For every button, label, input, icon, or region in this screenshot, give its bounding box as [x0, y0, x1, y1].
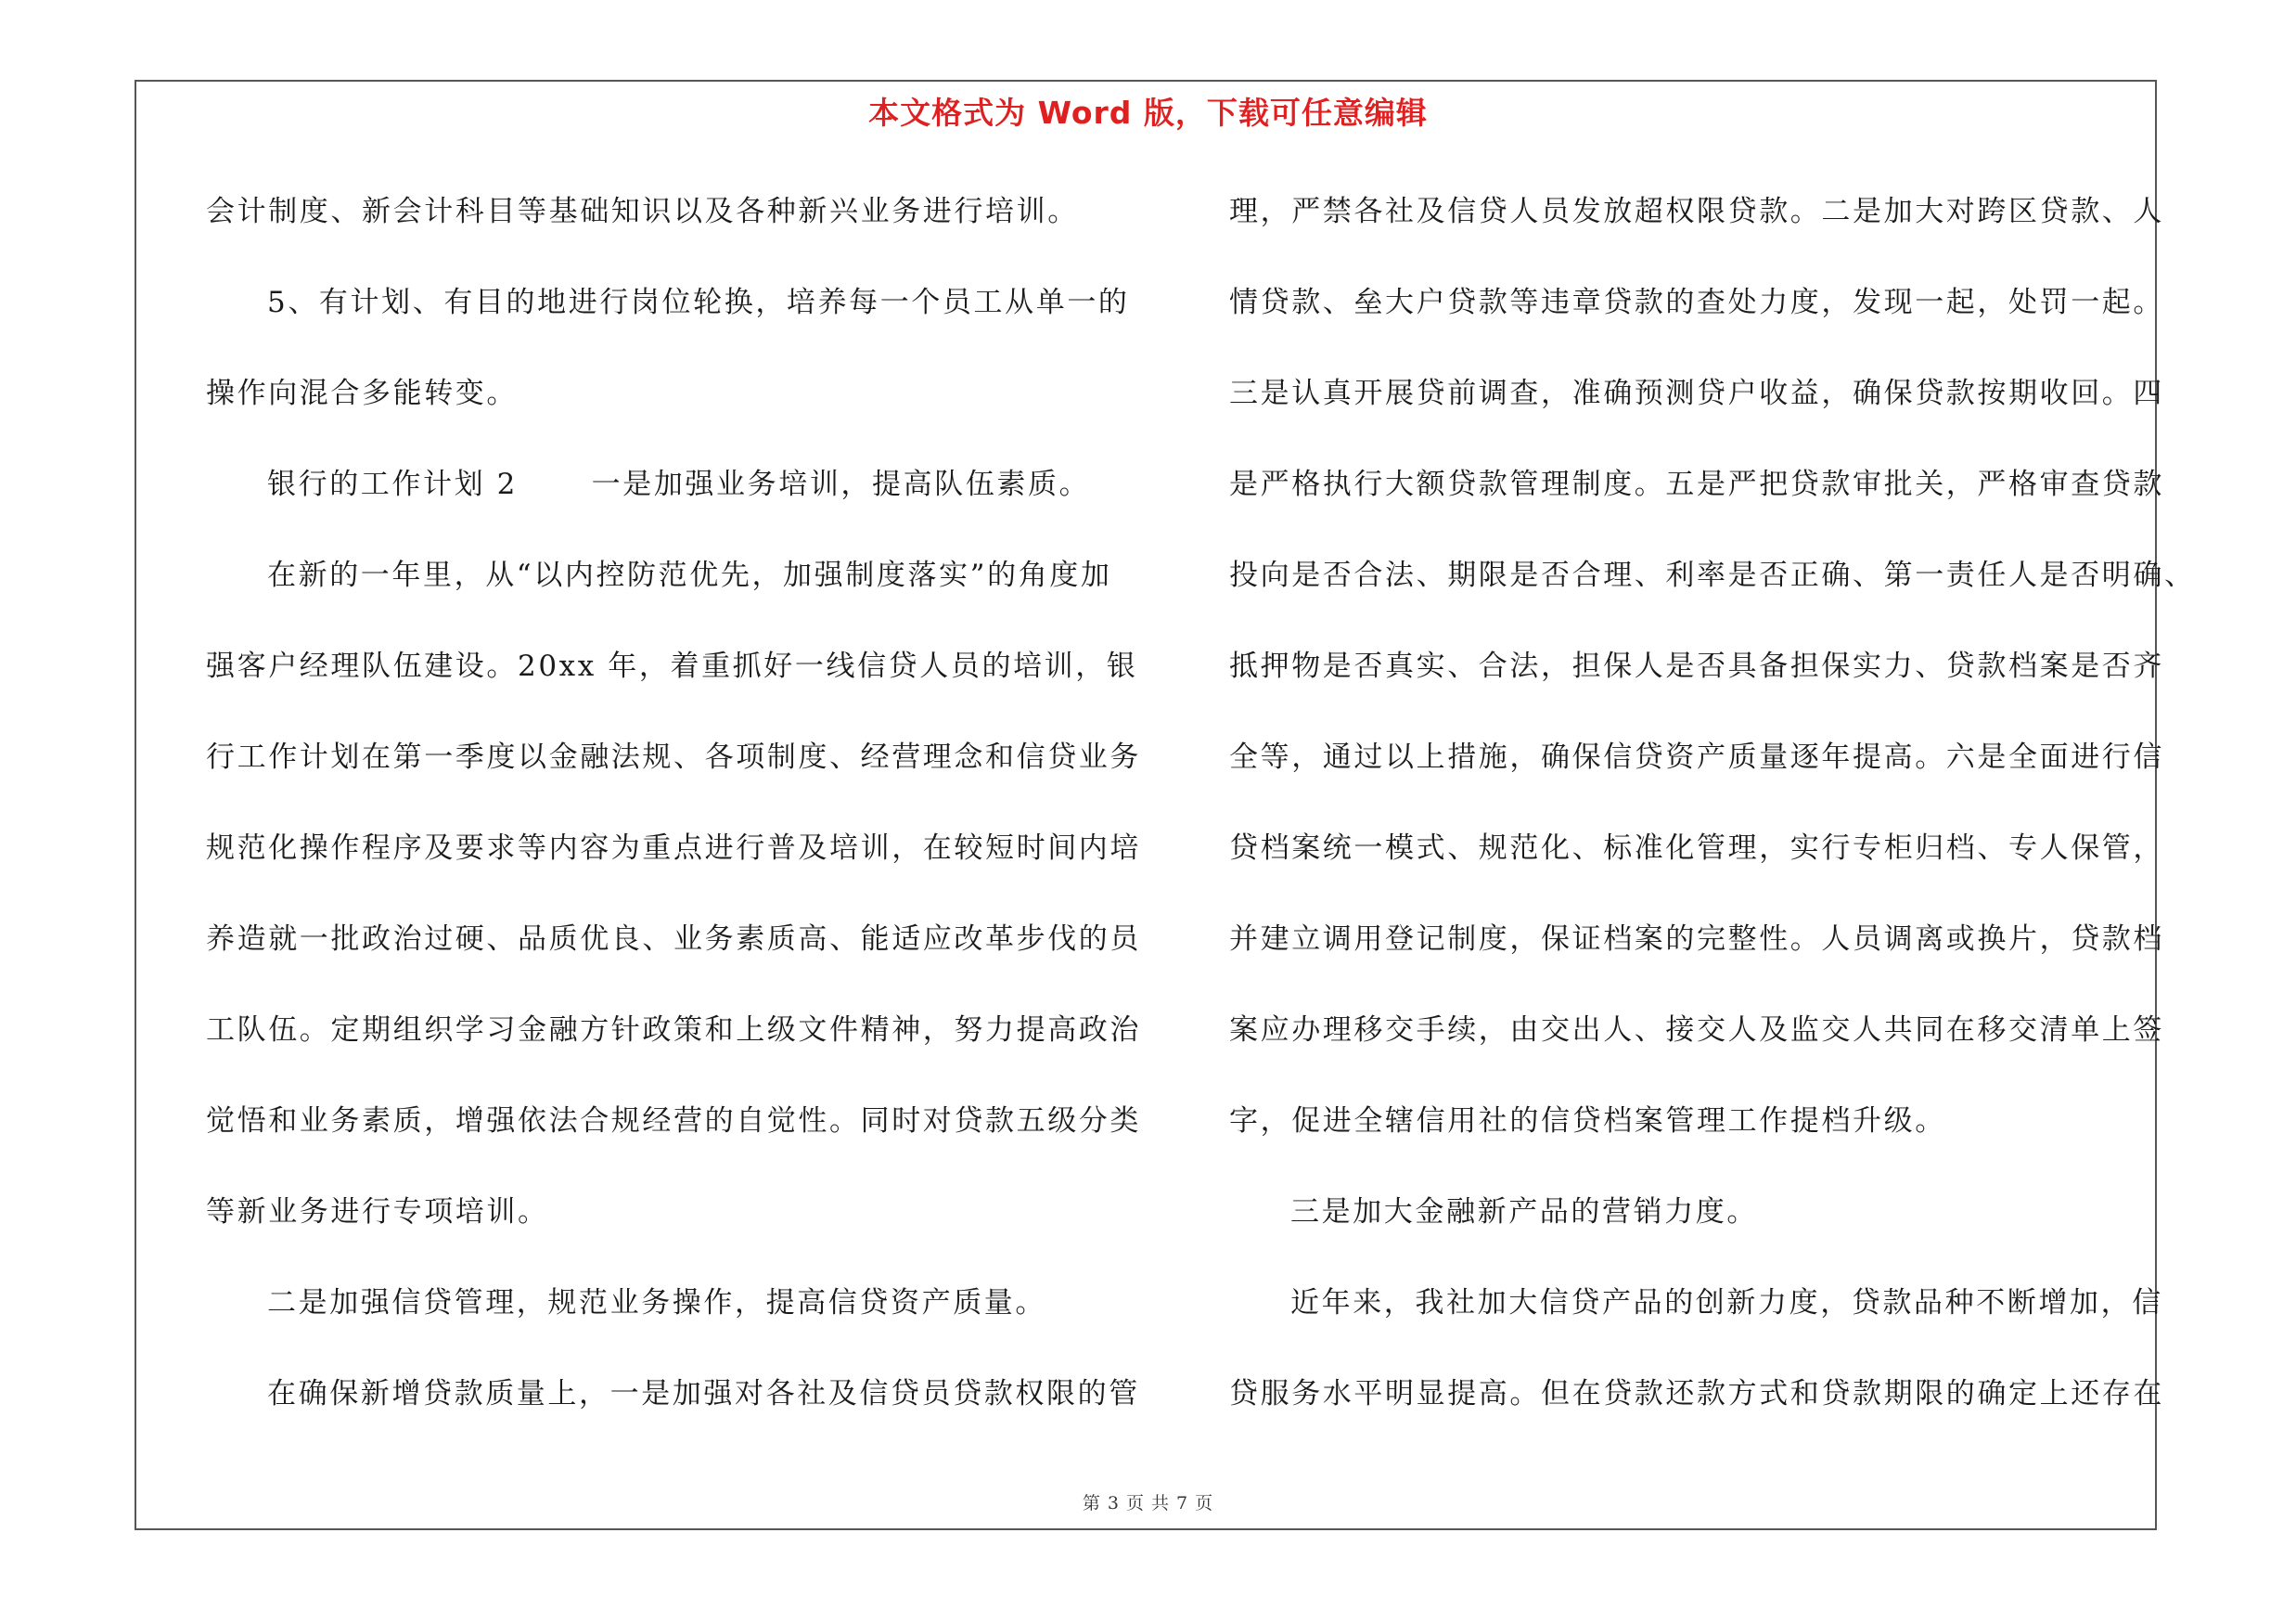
text-line: 理，严禁各社及信贷人员发放超权限贷款。二是加大对跨区贷款、人	[1229, 195, 2164, 228]
text-line: 工队伍。定期组织学习金融方针政策和上级文件精神，努力提高政治	[206, 1013, 1141, 1047]
text-line: 觉悟和业务素质，增强依法合规经营的自觉性。同时对贷款五级分类	[206, 1104, 1141, 1138]
section-heading: 三是加大金融新产品的营销力度。	[1290, 1195, 1758, 1229]
text-line: 并建立调用登记制度，保证档案的完整性。人员调离或换片，贷款档	[1229, 922, 2164, 956]
text-line: 三是认真开展贷前调查，准确预测贷户收益，确保贷款按期收回。四	[1229, 377, 2164, 410]
text-line: 是严格执行大额贷款管理制度。五是严把贷款审批关，严格审查贷款	[1229, 468, 2164, 501]
text-line: 行工作计划在第一季度以金融法规、各项制度、经营理念和信贷业务	[206, 741, 1141, 774]
text-line: 贷服务水平明显提高。但在贷款还款方式和贷款期限的确定上还存在	[1229, 1377, 2164, 1410]
text-line: 抵押物是否真实、合法，担保人是否具备担保实力、贷款档案是否齐	[1229, 650, 2164, 683]
text-line: 操作向混合多能转变。	[206, 377, 518, 410]
text-line: 全等，通过以上措施，确保信贷资产质量逐年提高。六是全面进行信	[1229, 741, 2164, 774]
text-line: 案应办理移交手续，由交出人、接交人及监交人共同在移交清单上签	[1229, 1013, 2164, 1047]
text-line: 贷档案统一模式、规范化、标准化管理，实行专柜归档、专人保管，	[1229, 831, 2164, 865]
text-line: 情贷款、垒大户贷款等违章贷款的查处力度，发现一起，处罚一起。	[1229, 286, 2164, 319]
text-line: 规范化操作程序及要求等内容为重点进行普及培训，在较短时间内培	[206, 831, 1141, 865]
text-line: 投向是否合法、期限是否合理、利率是否正确、第一责任人是否明确、	[1229, 559, 2196, 592]
left-column	[206, 184, 1141, 1457]
section-heading: 二是加强信贷管理，规范业务操作，提高信贷资产质量。	[267, 1286, 1046, 1320]
text-line: 5、有计划、有目的地进行岗位轮换，培养每一个员工从单一的	[267, 286, 1130, 319]
section-heading: 银行的工作计划 2 一是加强业务培训，提高队伍素质。	[267, 468, 1091, 501]
text-line: 近年来，我社加大信贷产品的创新力度，贷款品种不断增加，信	[1290, 1286, 2163, 1320]
text-line: 等新业务进行专项培训。	[206, 1195, 549, 1229]
text-line: 强客户经理队伍建设。20xx 年，着重抓好一线信贷人员的培训，银	[206, 650, 1138, 683]
text-line: 养造就一批政治过硬、品质优良、业务素质高、能适应改革步伐的员	[206, 922, 1141, 956]
text-line: 在新的一年里，从“以内控防范优先，加强制度落实”的角度加	[267, 559, 1112, 592]
right-column	[1229, 184, 2196, 1457]
text-line: 在确保新增贷款质量上，一是加强对各社及信贷员贷款权限的管	[267, 1377, 1140, 1410]
page-number-footer: 第 3 页 共 7 页	[1082, 1493, 1214, 1514]
header-banner: 本文格式为 Word 版，下载可任意编辑	[868, 95, 1428, 131]
text-line: 会计制度、新会计科目等基础知识以及各种新兴业务进行培训。	[206, 195, 1079, 228]
text-line: 字，促进全辖信用社的信贷档案管理工作提档升级。	[1229, 1104, 1946, 1138]
